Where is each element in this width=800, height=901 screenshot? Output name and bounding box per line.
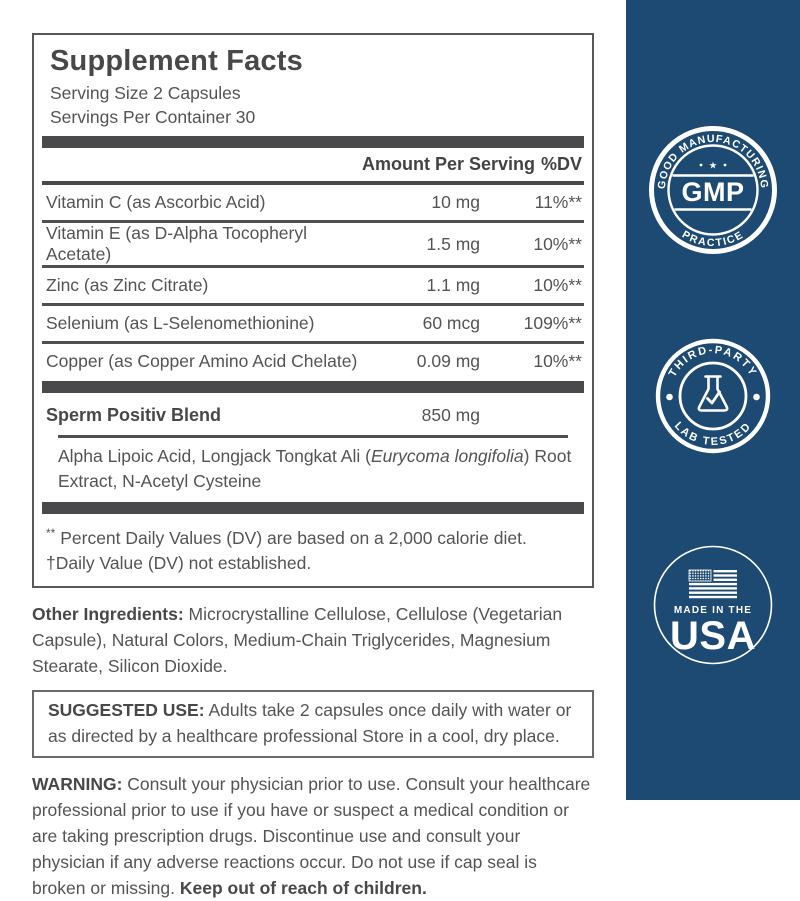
nutrient-name: Vitamin C (as Ascorbic Acid) [46,192,266,212]
warning-label: WARNING: [32,773,123,794]
blend-desc-latin: Eurycoma longifolia [370,446,524,466]
nutrient-name: Selenium (as L-Selenomethionine) [46,313,315,333]
suggested-use-text: Adults take 2 capsules once daily with water or as directed by a healthcare professional Store in a cool, dry place. [48,699,572,746]
blend-row [42,395,584,435]
side-panel [626,0,800,800]
other-ingredients-label: Other Ingredients: [32,603,184,624]
other-ingredients [32,601,594,679]
nutrient-amount: 0.09 mg [416,351,480,371]
facts-title: Supplement Facts [50,45,303,77]
supplement-facts-panel [32,33,594,588]
blend-name: Sperm Positiv Blend [46,404,222,425]
nutrient-dv: 109%** [523,313,582,333]
table-row [42,306,584,341]
nutrient-amount: 10 mg [431,192,480,212]
usa-flag-icon [689,570,737,598]
usa-line1: MADE IN THE [673,605,753,616]
table-header-row [42,148,584,181]
gmp-center-text: GMP [681,177,745,207]
warning-bold-tail: Keep out of reach of children. [179,877,427,898]
blend-desc-post: ) Root Extract, N-Acetyl Cysteine [58,446,572,491]
table-row [42,268,584,303]
table-row [42,223,584,265]
label-column [32,33,594,901]
divider-bar-bottom [42,502,584,514]
gmp-bottom-text: PRACTICE [679,228,747,250]
lab-tested-badge-icon [653,336,773,456]
amount-header: Amount Per Serving [362,154,536,174]
blend-desc-pre: Alpha Lipoic Acid, Longjack Tongkat Ali ( [58,446,371,466]
nutrient-amount: 60 mcg [422,313,480,333]
suggested-use-box [32,690,594,758]
flask-icon [699,377,727,411]
dv-header: %DV [540,154,582,174]
nutrient-amount: 1.5 mg [426,233,480,254]
blend-amount: 850 mg [421,404,480,425]
table-row [42,344,584,379]
gmp-top-text: GOOD MANUFACTURING [655,132,771,190]
usa-line2: USA [670,614,756,658]
nutrient-name: Zinc (as Zinc Citrate) [46,275,209,295]
footnote-dv [46,521,580,551]
divider-bar-mid [42,381,584,393]
nutrient-name: Vitamin E (as D-Alpha Tocopheryl Acetate) [46,223,308,264]
lab-bottom-text: LAB TESTED [671,419,755,449]
suggested-use-label: SUGGESTED USE: [48,699,205,720]
footnote-dv-text: Percent Daily Values (DV) are based on a 2,000 calorie diet. [55,527,527,548]
gmp-badge-icon [643,120,783,260]
lab-top-text: THIRD-PARTY [666,344,760,380]
footnote-asterisks: ** [46,526,56,540]
gmp-star: ★ [708,160,718,172]
nutrient-name: Copper (as Copper Amino Acid Chelate) [46,351,358,371]
footnote-dagger: †Daily Value (DV) not established. [46,552,312,573]
blend-ingredients [42,438,584,502]
table-row [42,185,584,220]
nutrient-dv: 10%** [533,233,582,254]
nutrient-dv: 11%** [534,192,582,212]
nutrient-dv: 10%** [533,351,582,371]
nutrient-amount: 1.1 mg [426,275,480,295]
nutrient-dv: 10%** [533,275,582,295]
servings-per-container: Servings Per Container 30 [50,107,256,127]
made-in-usa-badge-icon [651,543,775,667]
warning-text: Consult your physician prior to use. Consult your healthcare professional prior to use if you have or suspect a medical condition or are taking prescription drugs. Discontinue use and consult your physician if any adverse reactions occur. Do not use if cap seal is broken or missing. [32,773,591,898]
footnotes [42,514,584,578]
other-ingredients-text: Microcrystalline Cellulose, Cellulose (Vegetarian Capsule), Natural Colors, Medium-Chain Triglycerides, Magnesium Stearate, Silicon Dioxide. [32,603,563,676]
warning [32,771,594,901]
serving-size: Serving Size 2 Capsules [50,83,241,103]
divider-bar-top [42,136,584,148]
